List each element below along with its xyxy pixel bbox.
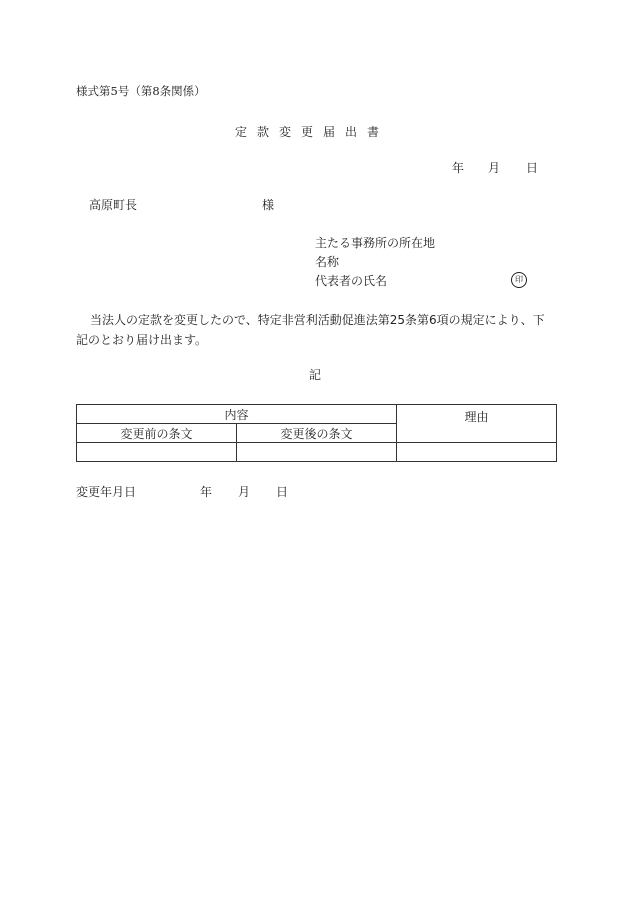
effective-day-label: 日 — [276, 485, 289, 499]
effective-year-label: 年 — [200, 485, 213, 499]
content-header: 内容 — [77, 405, 397, 424]
ki-heading: 記 — [309, 368, 322, 382]
effective-month-label: 月 — [238, 485, 251, 499]
date-year-label: 年 — [452, 161, 465, 175]
amendment-table — [76, 404, 557, 462]
representative-name-label: 代表者の氏名 — [315, 274, 388, 288]
reason-header: 理由 — [397, 405, 557, 443]
table-row — [77, 443, 557, 462]
reason-cell[interactable] — [397, 443, 557, 462]
addressee-name: 高原町長 — [89, 198, 138, 212]
addressee-honorific: 様 — [262, 198, 275, 212]
notification-body-text: 当法人の定款を変更したので、特定非営利活動促進法第25条第6項の規定により、下記のとおり届け出ます。 — [76, 313, 545, 347]
date-month-label: 月 — [488, 161, 501, 175]
document-title: 定款変更届出書 — [235, 125, 390, 139]
form-number: 様式第5号（第8条関係） — [76, 84, 206, 98]
office-address-label: 主たる事務所の所在地 — [315, 236, 436, 250]
after-article-cell[interactable] — [237, 443, 397, 462]
before-article-cell[interactable] — [77, 443, 237, 462]
effective-date-label: 変更年月日 — [76, 485, 137, 499]
date-day-label: 日 — [526, 161, 539, 175]
seal-mark-icon: 印 — [511, 272, 527, 288]
after-article-header: 変更後の条文 — [237, 424, 397, 443]
table-header-row — [77, 405, 557, 424]
organization-name-label: 名称 — [315, 255, 340, 269]
before-article-header: 変更前の条文 — [77, 424, 237, 443]
